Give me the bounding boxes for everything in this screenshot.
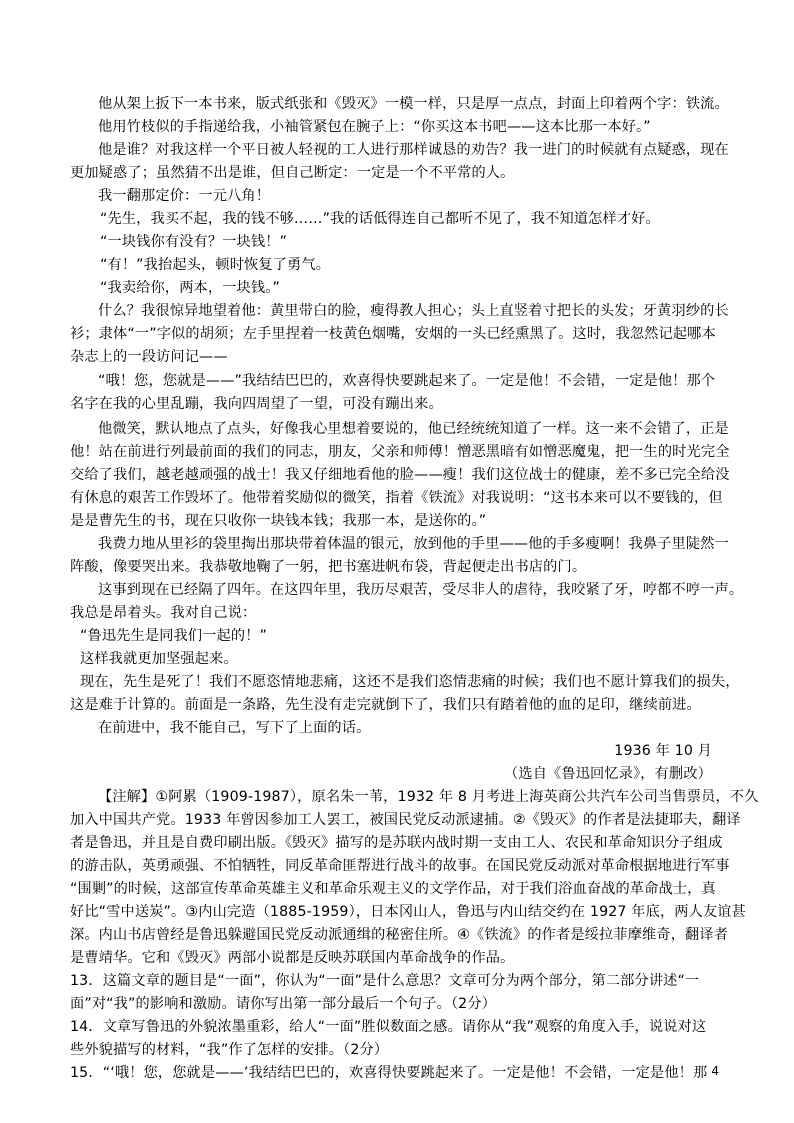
note-line: 者是鲁迅，并且是自费印刷出版。《毁灭》描写的是苏联内战时期一支由工人、农民和革命知识分子组成 [70, 835, 723, 851]
text-line: 衫；隶体“一”字似的胡须；左手里捏着一枝黄色烟嘴，安烟的一头已经熏黑了。这时，我忽然记起哪本 [70, 326, 716, 342]
text-line: 阵酸，像要哭出来。我恭敬地鞠了一躬，把书塞进帆布袋，背起便走出书店的门。 [70, 559, 587, 575]
text-line: 我一翻那定价：一元八角！ [98, 188, 271, 204]
text-line: 他微笑，默认地点了点头，好像我心里想着要说的，他已经统统知道了一样。这一来不会错了，正是 [98, 421, 729, 437]
text-line: 他！站在前进行列最前面的我们的同志，朋友，父亲和师傅！憎恶黑暗有如憎恶魔鬼，把一生的时光完全 [70, 444, 730, 460]
text-line: 他从架上扳下一本书来，版式纸张和《毁灭》一模一样，只是厚一点点，封面上印着两个字：铁流。 [98, 96, 729, 112]
text-line: 名字在我的心里乱蹦，我向四周望了一望，可没有蹦出来。 [70, 396, 443, 412]
text-line: “哦！您，您就是——”我结结巴巴的，欢喜得快要跳起来了。一定是他！不会错，一定是他！那个 [98, 373, 716, 389]
text-line: 什么？我很惊异地望着他：黄里带白的脸，瘦得教人担心；头上直竖着寸把长的头发；牙黄羽纱的长 [98, 303, 729, 319]
note-line: 深。内山书店曾经是鲁迅躲避国民党反动派通缉的秘密住所。④《铁流》的作者是绥拉菲摩维奇，翻译者 [70, 927, 729, 943]
article-source: （选自《鲁迅回忆录》，有删改） [504, 766, 712, 782]
question-15: 15．“‘哦！您，您就是——’我结结巴巴的，欢喜得快要跳起来了。一定是他！不会错，一定是他！那 [70, 1065, 708, 1081]
question-13: 13．这篇文章的题目是“一面”，你认为“一面”是什么意思？文章可分为两个部分，第二部分讲述“一 [70, 973, 700, 989]
note-line: 的游击队，英勇顽强、不怕牺牲，同反革命匪帮进行战斗的故事。在国民党反动派对革命根据地进行军事 [70, 858, 730, 874]
question-14: 14．文章写鲁迅的外貌浓墨重彩，给人“一面”胜似数面之感。请你从“我”观察的角度入手，说说对这 [70, 1019, 707, 1035]
note-line: “围剿”的时候，这部宣传革命英雄主义和革命乐观主义的文学作品，对于我们浴血奋战的革命战士，真 [70, 881, 716, 897]
text-line: 是是曹先生的书，现在只收你一块钱本钱；我那一本，是送你的。” [70, 513, 487, 529]
text-line: “鲁迅先生是同我们一起的！” [80, 628, 268, 644]
text-line: “先生，我买不起，我的钱不够……”我的话低得连自己都听不见了，我不知道怎样才好。 [100, 211, 660, 227]
text-line: 我费力地从里衫的袋里掏出那块带着体温的银元，放到他的手里——他的手多瘦啊！我鼻子里陡然一 [98, 536, 729, 552]
text-line: 交给了我们，越老越顽强的战士！我又仔细地看他的脸——瘦！我们这位战士的健康，差不多已完全给没 [70, 467, 730, 483]
note-line: 好比“雪中送炭”。③内山完造（1885-1959），日本冈山人，鲁迅与内山结交约在 1927 年底，两人友谊甚 [70, 904, 746, 920]
text-line: 在前进中，我不能自己，写下了上面的话。 [98, 720, 371, 736]
text-line: 更加疑惑了；虽然猜不出是谁，但自己断定：一定是一个不平常的人。 [70, 165, 515, 181]
note-line: 是曹靖华。它和《毁灭》两部小说都是反映苏联国内革命战争的作品。 [70, 950, 515, 966]
question-13-cont: 面”对“我”的影响和激励。请你写出第一部分最后一个句子。（2分） [70, 996, 497, 1012]
text-line: 这事到现在已经隔了四年。在这四年里，我历尽艰苦，受尽非人的虐待，我咬紧了牙，哼都不哼一声。 [98, 582, 744, 598]
text-line: 他用竹枝似的手指递给我，小袖管紧包在腕子上：“你买这本书吧——这本比那一本好。” [98, 119, 651, 135]
text-line: 我总是昂着头。我对自己说： [70, 605, 257, 621]
text-line: 这样我就更加坚强起来。 [80, 651, 238, 667]
text-line: “有！”我抬起头，顿时恢复了勇气。 [100, 257, 331, 273]
text-line: 现在，先生是死了！我们不愿恣情地悲痛，这还不是我们恣情悲痛的时候；我们也不愿计算我们的损失， [80, 674, 740, 690]
question-14-cont: 些外貌描写的材料，“我”作了怎样的安排。（2分） [70, 1042, 389, 1058]
text-line: 有休息的艰苦工作毁坏了。他带着奖励似的微笑，指着《铁流》对我说明：“这书本来可以不要钱的，但 [70, 490, 723, 506]
text-line: 杂志上的一段访问记—— [70, 349, 228, 365]
text-line: “我卖给你，两本，一块钱。” [100, 280, 280, 296]
text-line: “一块钱你有没有？一块钱！” [100, 234, 288, 250]
text-line: 他是谁？对我这样一个平日被人轻视的工人进行那样诚恳的劝告？我一进门的时候就有点疑惑，现在 [98, 142, 729, 158]
note-line: 【注解】①阿累（1909-1987），原名朱一苇，1932 年 8 月考进上海英商公共汽车公司当售票员，不久 [98, 789, 759, 805]
page-number: 4 [711, 1064, 719, 1078]
article-date: 1936 年 10 月 [614, 743, 712, 759]
note-line: 加入中国共产党。1933 年曾因参加工人罢工，被国民党反动派逮捕。②《毁灭》的作者是法捷耶夫，翻译 [70, 812, 741, 828]
text-line: 这是难于计算的。前面是一条路，先生没有走完就倒下了，我们只有踏着他的血的足印，继续前进。 [70, 697, 701, 713]
